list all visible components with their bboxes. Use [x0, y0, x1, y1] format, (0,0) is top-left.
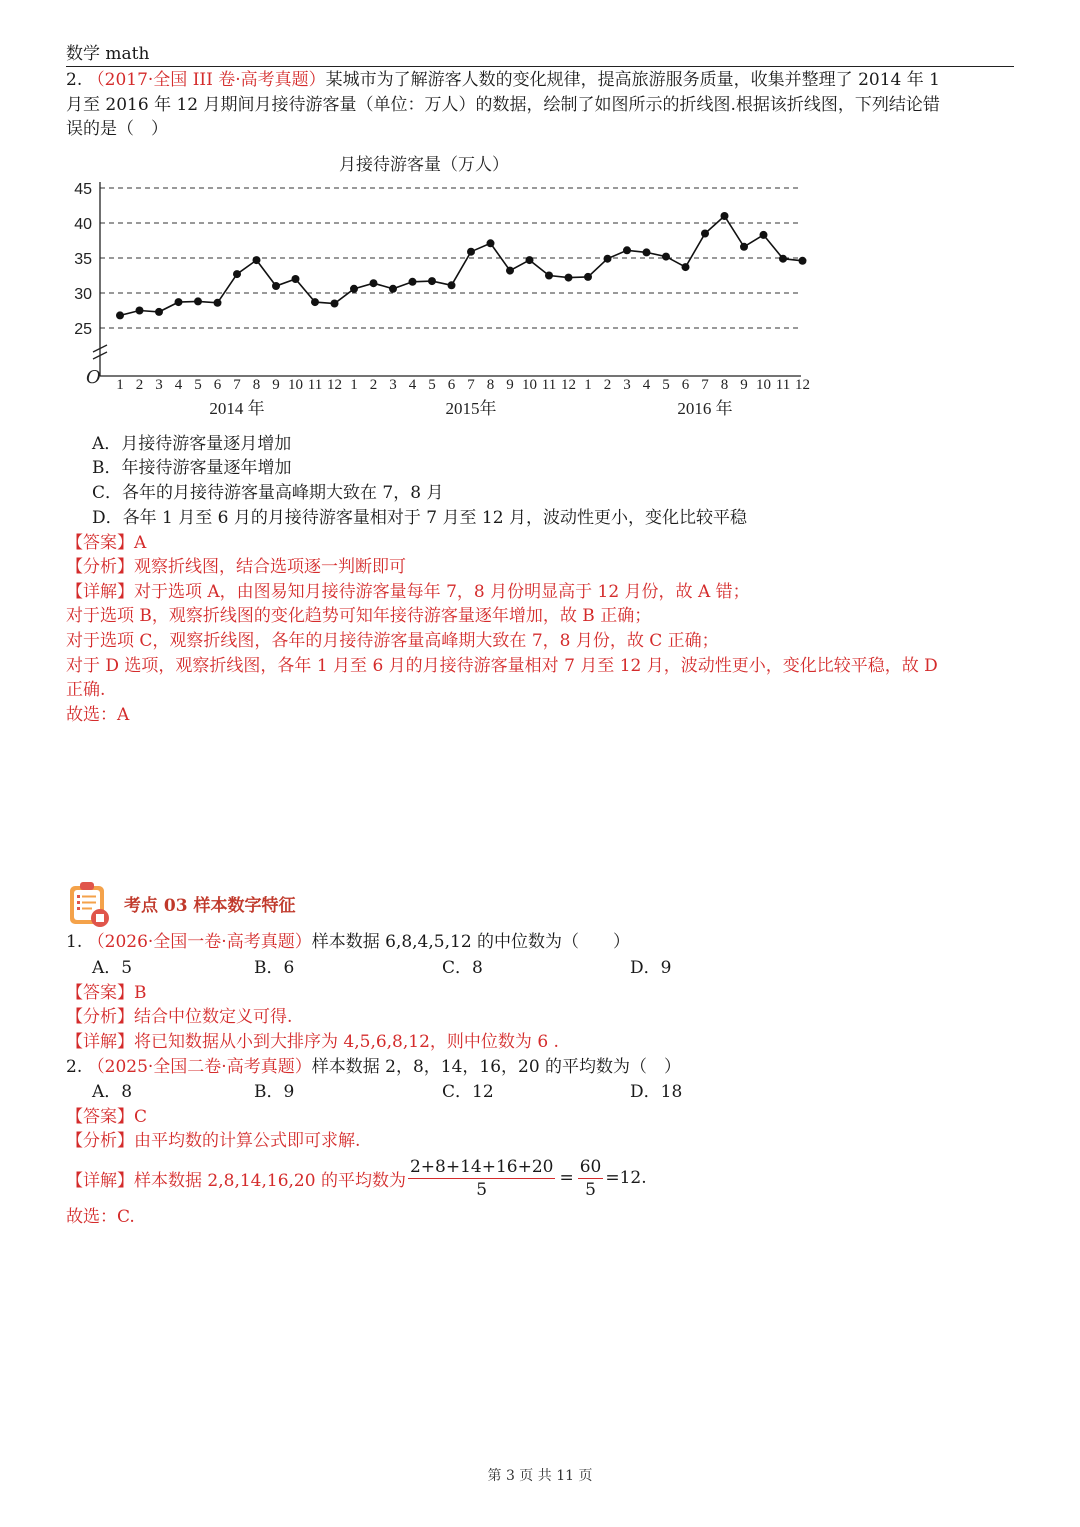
- question-source: （2026·全国一卷·高考真题）: [87, 932, 312, 952]
- data-point: [565, 274, 573, 282]
- data-point: [194, 297, 202, 305]
- data-point: [311, 298, 319, 306]
- answer-label: 【答案】C: [66, 1107, 148, 1127]
- data-point: [623, 246, 631, 254]
- x-tick-label: 9: [506, 377, 514, 393]
- y-tick-label: 25: [74, 321, 92, 338]
- data-point: [526, 256, 534, 264]
- data-point: [799, 257, 807, 265]
- analysis-text: 【分析】结合中位数定义可得.: [66, 1007, 293, 1027]
- detail-line4: 对于 D 选项，观察折线图，各年 1 月至 6 月的月接待游客量相对 7 月至 12 月，波动性更小，变化比较平稳，故 D: [66, 656, 938, 676]
- x-tick-label: 3: [389, 377, 397, 393]
- data-point: [779, 255, 787, 263]
- question-number: 1.: [66, 932, 83, 952]
- option-c: C．12: [442, 1082, 494, 1102]
- x-tick-label: 2: [135, 377, 144, 393]
- question-stem: 样本数据 2，8，14，16，20 的平均数为（ ）: [311, 1057, 682, 1077]
- data-point: [740, 243, 748, 251]
- origin-label: O: [86, 367, 101, 388]
- fraction-denominator: 5: [476, 1179, 488, 1200]
- fraction-denominator: 5: [585, 1179, 596, 1200]
- answer-label: 【答案】B: [66, 983, 147, 1003]
- line-chart: [66, 148, 816, 428]
- x-tick-label: 10: [522, 377, 537, 393]
- header-divider: [66, 66, 1014, 67]
- x-tick-label: 4: [408, 377, 417, 393]
- option-b: B．6: [254, 958, 295, 978]
- option-d: D．9: [630, 958, 672, 978]
- x-tick-label: 3: [623, 377, 631, 393]
- section-title: 考点 03 样本数字特征: [124, 896, 296, 916]
- x-tick-label: 10: [756, 377, 771, 393]
- option-b: B．年接待游客量逐年增加: [92, 458, 292, 478]
- x-tick-label: 10: [288, 377, 303, 393]
- x-tick-label: 12: [561, 377, 576, 393]
- choose-line: 故选：C.: [66, 1207, 135, 1227]
- page-number: 第 3 页 共 11 页: [487, 1468, 593, 1484]
- option-b: B．9: [254, 1082, 295, 1102]
- data-point: [155, 308, 163, 316]
- data-point: [584, 273, 592, 281]
- data-point: [253, 256, 261, 264]
- x-tick-label: 7: [233, 377, 241, 393]
- x-tick-label: 1: [116, 377, 124, 393]
- data-point: [643, 248, 651, 256]
- data-point: [350, 285, 358, 293]
- question-stem-part: 某城市为了解游客人数的变化规律，提高旅游服务质量，收集并整理了 2014 年 1: [325, 70, 940, 90]
- data-point: [487, 239, 495, 247]
- detail-line2: 对于选项 B，观察折线图的变化趋势可知年接待游客量逐年增加，故 B 正确；: [66, 606, 652, 626]
- detail-line5: 正确.: [66, 680, 106, 700]
- x-tick-label: 1: [584, 377, 592, 393]
- x-tick-label: 5: [662, 377, 670, 393]
- question-2025-stem: [66, 1055, 681, 1079]
- data-point: [292, 275, 300, 283]
- x-tick-label: 1: [350, 377, 358, 393]
- x-tick-label: 11: [541, 377, 557, 393]
- x-tick-label: 7: [467, 377, 475, 393]
- x-tick-label: 4: [174, 377, 183, 393]
- clipboard-icon: [66, 880, 112, 928]
- x-tick-label: 6: [681, 377, 690, 393]
- data-point: [701, 230, 709, 238]
- fraction-numerator: 2+8+14+16+20: [409, 1156, 554, 1177]
- data-point: [604, 255, 612, 263]
- data-point: [136, 307, 144, 315]
- equals-sign: =: [559, 1168, 574, 1188]
- option-a: A．5: [92, 958, 133, 978]
- data-point: [331, 300, 339, 308]
- data-point: [214, 299, 222, 307]
- analysis-text: 【分析】由平均数的计算公式即可求解.: [66, 1131, 361, 1151]
- data-point: [721, 212, 729, 220]
- fraction-sum: [408, 1156, 556, 1201]
- x-tick-label: 5: [428, 377, 436, 393]
- question-source: （2025·全国二卷·高考真题）: [87, 1057, 312, 1077]
- data-point: [682, 263, 690, 271]
- data-point: [662, 253, 670, 261]
- x-tick-label: 6: [447, 377, 456, 393]
- series-line: [120, 216, 803, 315]
- option-c: C．8: [442, 958, 483, 978]
- x-tick-label: 12: [795, 377, 810, 393]
- data-point: [428, 277, 436, 285]
- chart-title: 月接待游客量（万人）: [339, 155, 509, 174]
- option-d: D．18: [630, 1082, 683, 1102]
- fraction-numerator: 60: [579, 1156, 602, 1177]
- x-tick-label: 11: [775, 377, 791, 393]
- data-point: [760, 231, 768, 239]
- option-a: A．8: [92, 1082, 133, 1102]
- question-number: 2.: [66, 70, 83, 90]
- detail-prefix: 【详解】样本数据 2,8,14,16,20 的平均数为: [66, 1170, 406, 1191]
- page-header: 数学 math: [66, 44, 150, 64]
- x-tick-label: 7: [701, 377, 709, 393]
- option-c: C．各年的月接待游客量高峰期大致在 7，8 月: [92, 483, 444, 503]
- x-tick-label: 2: [369, 377, 378, 393]
- detail-line3: 对于选项 C，观察折线图，各年的月接待游客量高峰期大致在 7，8 月份，故 C 正确；: [66, 631, 719, 651]
- question-source: （2017·全国 III 卷·高考真题）: [87, 70, 326, 90]
- data-point: [389, 285, 397, 293]
- x-tick-label: 9: [272, 377, 280, 393]
- choose-line: 故选：A: [66, 705, 130, 725]
- x-tick-label: 8: [720, 377, 729, 393]
- x-tick-label: 5: [194, 377, 202, 393]
- question-2017-stem-line2: 月至 2016 年 12 月期间月接待游客量（单位：万人）的数据，绘制了如图所示的折线图.根据该折线图，下列结论错: [66, 95, 940, 115]
- y-tick-label: 45: [74, 181, 92, 198]
- x-tick-label: 11: [307, 377, 323, 393]
- y-tick-label: 40: [74, 216, 92, 233]
- y-tick-label: 30: [74, 286, 92, 303]
- data-point: [175, 298, 183, 306]
- question-2017-stem-line3: 误的是（ ）: [66, 119, 168, 139]
- detail-line1: 【详解】对于选项 A，由图易知月接待游客量每年 7，8 月份明显高于 12 月份，故 A 错；: [66, 582, 750, 602]
- detail-formula-line: [66, 1152, 647, 1204]
- x-tick-label: 3: [155, 377, 163, 393]
- data-point: [272, 282, 280, 290]
- y-tick-label: 35: [74, 251, 92, 268]
- question-stem: 样本数据 6,8,4,5,12 的中位数为（ ）: [311, 932, 631, 952]
- year-label: 2016 年: [677, 399, 733, 418]
- detail-text: 【详解】将已知数据从小到大排序为 4,5,6,8,12，则中位数为 6 .: [66, 1032, 559, 1052]
- x-tick-label: 6: [213, 377, 222, 393]
- year-label: 2015年: [445, 399, 497, 418]
- answer-label: 【答案】A: [66, 533, 147, 553]
- question-2026-stem: [66, 930, 630, 954]
- x-tick-label: 9: [740, 377, 748, 393]
- data-point: [467, 248, 475, 256]
- fraction-result: [578, 1156, 604, 1201]
- x-tick-label: 8: [252, 377, 261, 393]
- x-tick-label: 4: [642, 377, 651, 393]
- data-point: [233, 270, 241, 278]
- data-point: [506, 267, 514, 275]
- analysis-text: 【分析】观察折线图，结合选项逐一判断即可: [66, 557, 406, 577]
- question-number: 2.: [66, 1057, 83, 1077]
- x-tick-label: 12: [327, 377, 342, 393]
- data-point: [116, 311, 124, 319]
- question-2017-stem-line1: [66, 68, 940, 92]
- x-tick-label: 8: [486, 377, 495, 393]
- data-point: [370, 279, 378, 287]
- data-point: [545, 272, 553, 280]
- data-point: [448, 281, 456, 289]
- option-d: D．各年 1 月至 6 月的月接待游客量相对于 7 月至 12 月，波动性更小，变化比较平稳: [92, 508, 747, 528]
- result-value: =12.: [605, 1168, 647, 1188]
- x-tick-label: 2: [603, 377, 612, 393]
- year-label: 2014 年: [209, 399, 265, 418]
- option-a: A．月接待游客量逐月增加: [92, 434, 292, 454]
- data-point: [409, 278, 417, 286]
